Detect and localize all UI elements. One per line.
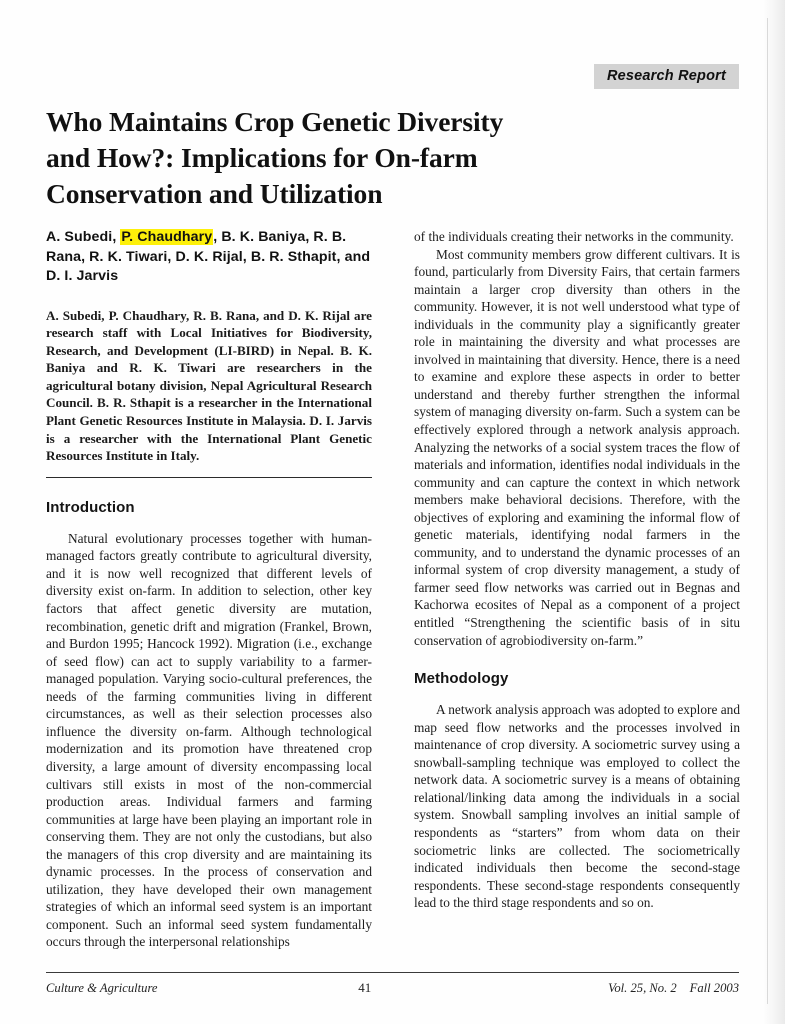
intro-paragraph-1: Natural evolutionary processes together with human-managed factors greatly contribute to agricultural diversity, and it is now well recognized that different levels of diversity exist on-farm. In addition to selection, other key factors that affect genetic diversity are mutation, recombination, genetic drift and migration (Frankel, Brown, and Burdon 1995; Hancock 1992). Migration (i.e., exchange of seed flow) can act to supply variability to a farmer-managed population. Varying socio-cultural preferences, the needs of the farming communities living in different circumstances, as well as their selection processes also influence the diversity on-farm. Although technological modernization and its promotion have threatened crop diversity, a large amount of diversity encompassing local cultivars still exists in most of the non-commercial production areas. Individual farmers and farming communities at large have been playing an important role in conserving them. They are not only the custodians, but also the managers of this crop diversity and are maintaining its dynamic processes. In the process of conservation and utilization, they have developed their own management strategies of which an informal seed system is an important component. Such an informal seed system fundamentally occurs through the interpersonal relationships bbox=[46, 530, 372, 950]
footer-journal-name: Culture & Agriculture bbox=[46, 981, 158, 995]
footer-issue: Fall 2003 bbox=[689, 981, 739, 995]
section-heading-introduction: Introduction bbox=[46, 498, 135, 516]
status-badge: Research Report bbox=[594, 64, 739, 89]
page-footer bbox=[46, 972, 739, 996]
author-list-post: , B. K. Baniya, R. B. Rana, R. K. Tiwari, D. K. Rijal, B. R. Sthapit, and D. I. Jarvis bbox=[46, 229, 371, 284]
section-heading-methodology: Methodology bbox=[414, 670, 509, 688]
page-title-line-3: Conservation and Utilization bbox=[46, 178, 383, 209]
footer-divider bbox=[46, 972, 739, 973]
intro-paragraph-1-continued: of the individuals creating their networks in the community. bbox=[414, 229, 734, 244]
page-title bbox=[46, 104, 606, 212]
author-list bbox=[46, 228, 372, 287]
right-column bbox=[414, 228, 740, 912]
two-column-body bbox=[46, 228, 740, 951]
badge-row bbox=[46, 64, 739, 89]
author-affiliation: A. Subedi, P. Chaudhary, R. B. Rana, and D. K. Rijal are research staff with Local Initiatives for Biodiversity, Research, and Development (LI-BIRD) in Nepal. B. K. Baniya and R. K. Tiwari are researchers in the agricultural botany division, Nepal Agricultural Research Council. B. R. Sthapit is a researcher in the International Plant Genetic Resources Institute in Malaysia. D. I. Jarvis is a researcher with the International Plant Genetic Resources Institute in Italy. bbox=[46, 307, 372, 464]
affiliation-divider bbox=[46, 477, 372, 478]
scan-edge-artifact bbox=[763, 0, 785, 1024]
intro-paragraph-2: Most community members grow different cultivars. It is found, particularly from Diversity Fairs, that certain farmers maintain a larger crop diversity than others in the community. However, it is not well understood what type of individuals in the community play a significantly greater role in maintaining the diversity and what processes are involved in maintaining that diversity. Hence, there is a need to examine and explore these aspects in order to better understand and thereby further strengthen the informal system of managing diversity on-farm. Such a system can be effectively explored through a network analysis approach. Analyzing the networks of a social system traces the flow of materials and information, identifies nodal individuals in the community and can capture the context in which network members make behavioral decisions. Therefore, with the objectives of exploring and examining the informal flow of genetic materials, identifying nodal farmers in the community, and to understand the dynamic processes of an informal system of crop diversity management, a study of farmer seed flow networks was carried out in Begnas and Kachorwa ecosites of Nepal as a component of a project entitled “Strengthening the scientific basis of in situ conservation of agrobiodiversity on-farm.” bbox=[414, 246, 740, 648]
page-title-line-2: and How?: Implications for On-farm bbox=[46, 142, 478, 173]
author-highlighted: P. Chaudhary bbox=[121, 229, 213, 245]
scan-line-artifact bbox=[767, 18, 768, 1004]
footer-page-number: 41 bbox=[358, 980, 372, 995]
footer-volume-issue bbox=[608, 981, 739, 996]
page-title-line-1: Who Maintains Crop Genetic Diversity bbox=[46, 106, 504, 137]
left-column bbox=[46, 228, 372, 951]
methodology-paragraph-1: A network analysis approach was adopted to explore and map seed flow networks and the processes involved in maintenance of crop diversity. A sociometric survey using a snowball-sampling technique was employed to collect the network data. A sociometric survey is a means of obtaining relational/linking data among the individuals in a social system. Snowball sampling involves an initial sample of respondents as “starters” from whom data on their sociometric links are collected. The sociometrically indicated individuals then become the second-stage respondents. These second-stage respondents consequently lead to the third stage respondents and so on. bbox=[414, 702, 740, 911]
footer-volume: Vol. 25, No. 2 bbox=[608, 981, 677, 995]
author-list-pre: A. Subedi, bbox=[46, 229, 121, 245]
